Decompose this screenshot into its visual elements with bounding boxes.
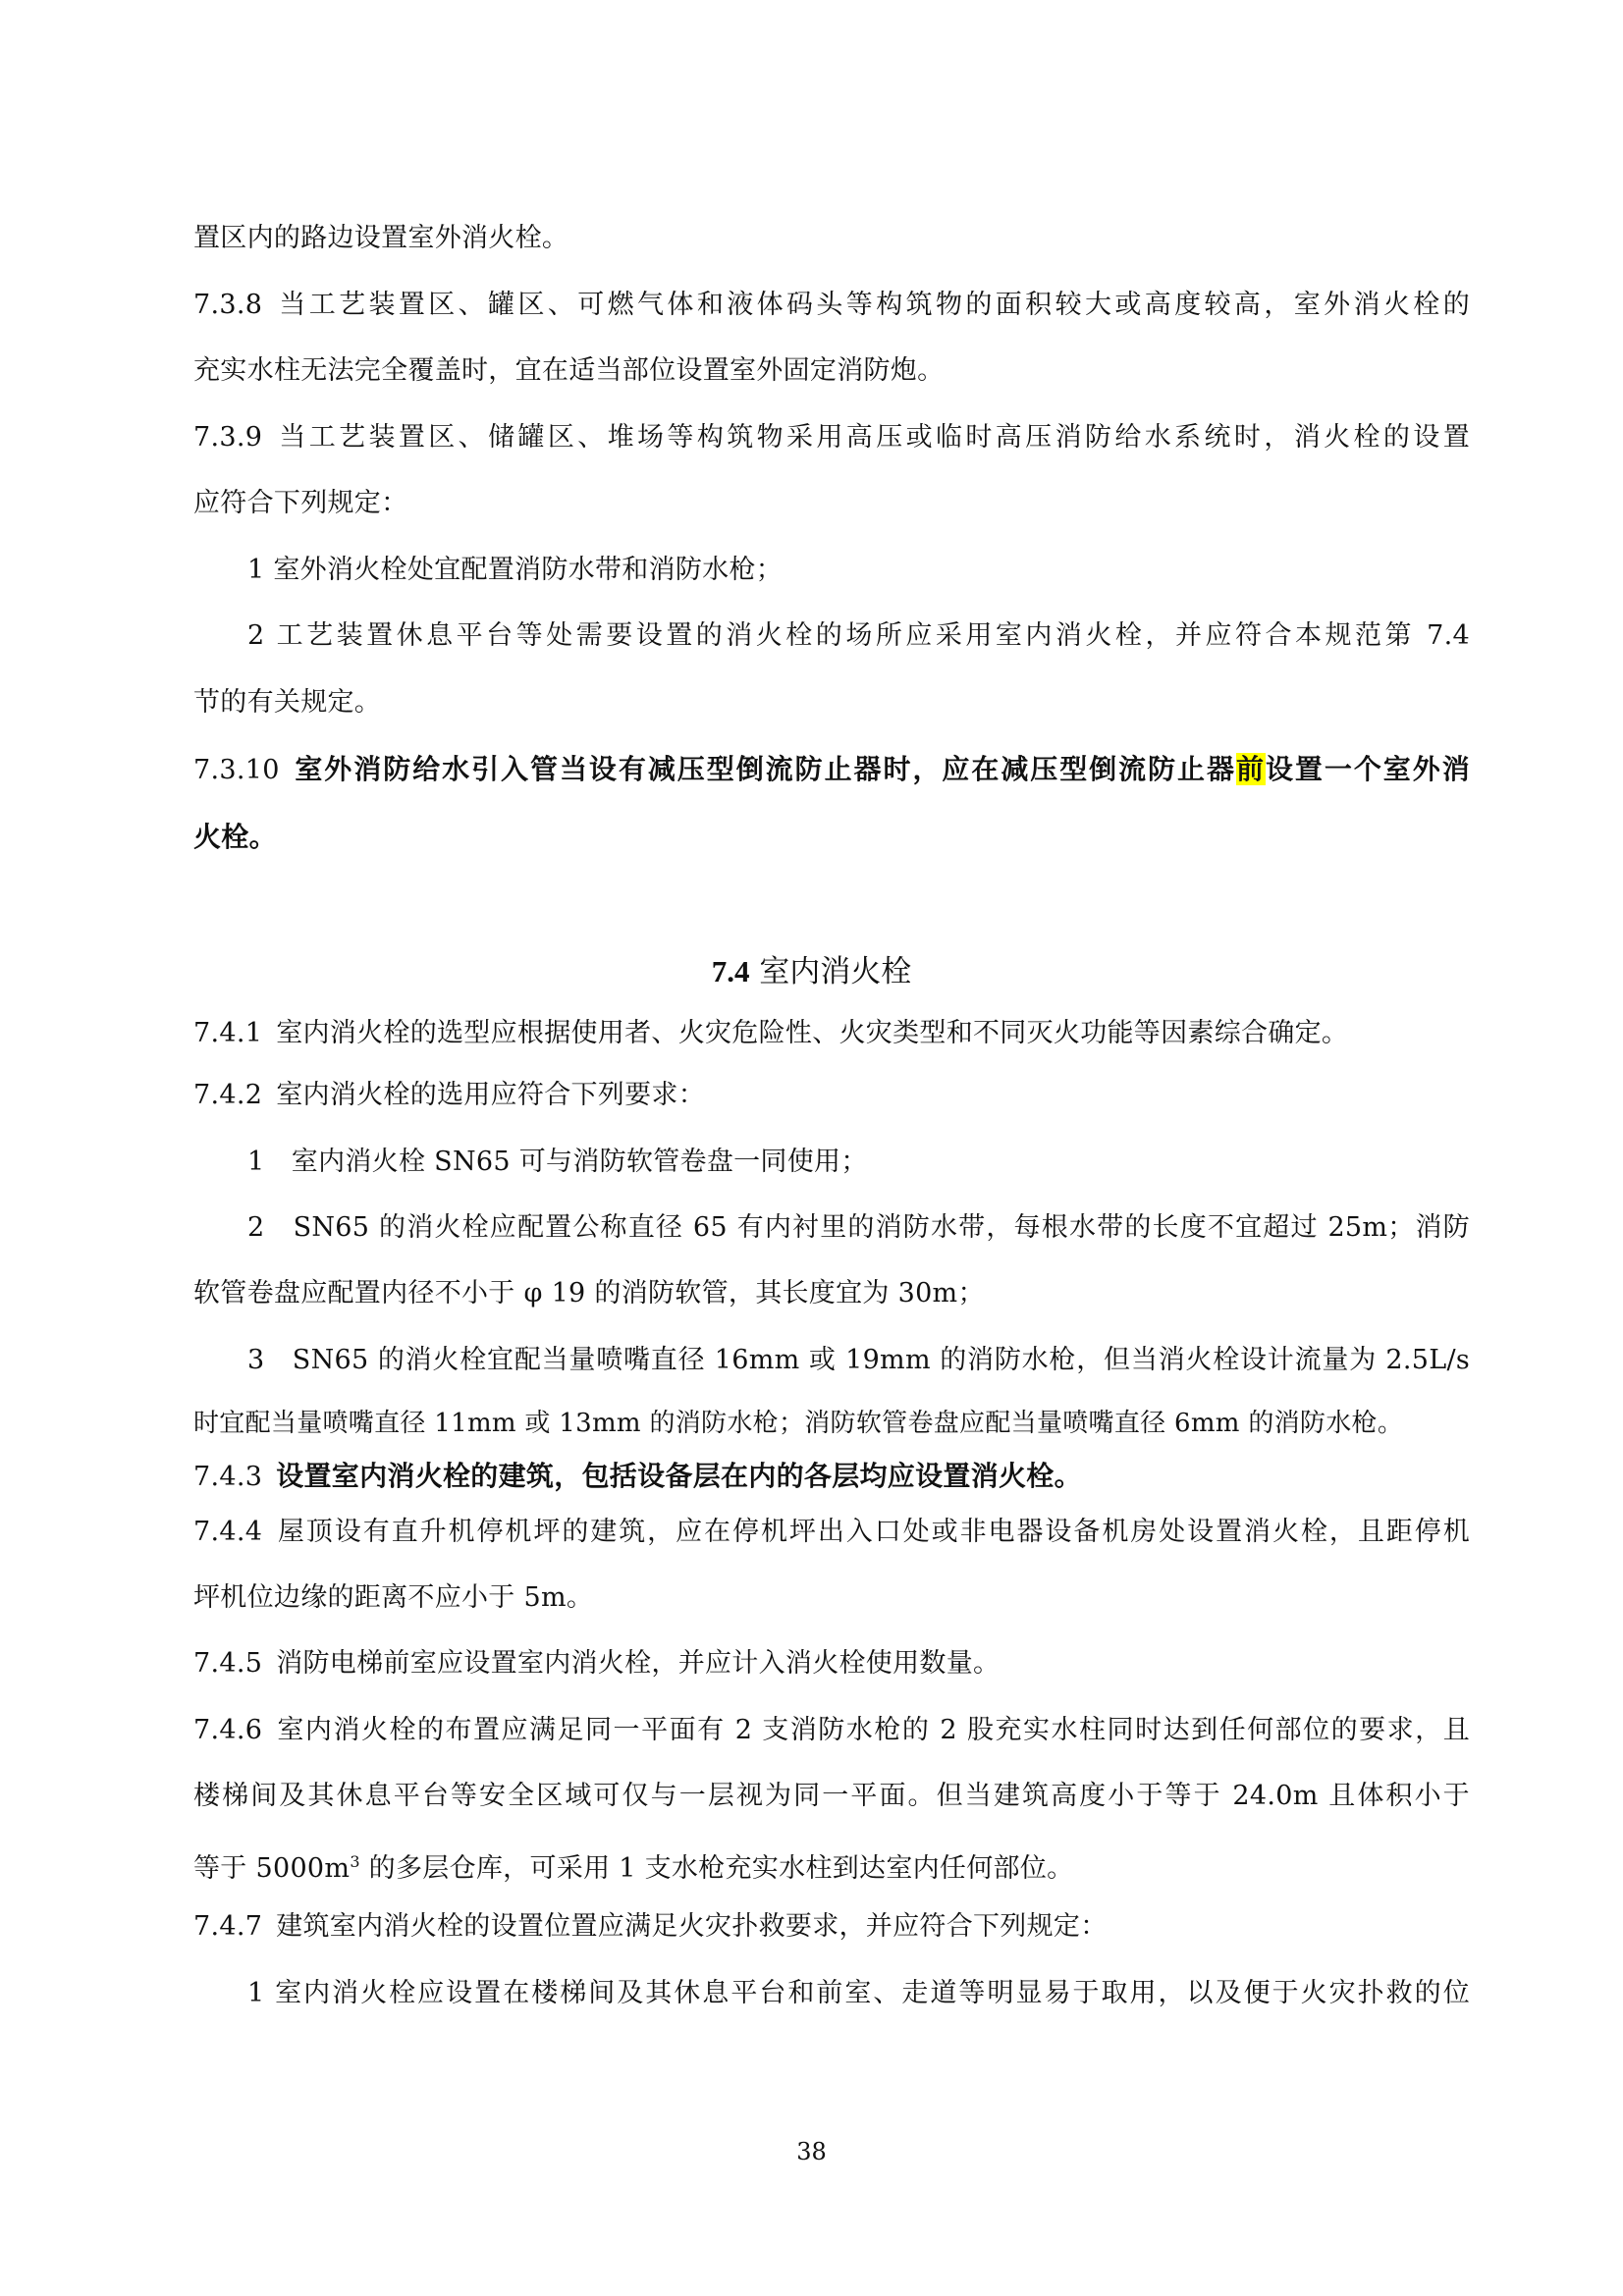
clause-number: 7.4.3 (193, 1462, 263, 1492)
clause-7-4-7 (193, 1909, 1470, 1945)
clause-text: 室内消火栓的布置应满足同一平面有 2 支消防水枪的 2 股充实水柱同时达到任何部位的要求，且 (276, 1715, 1470, 1745)
clause-number: 7.4.2 (193, 1080, 263, 1110)
paragraph-line (193, 1844, 1470, 1887)
list-item-text: 节的有关规定。 (193, 687, 382, 718)
clause-text: 屋顶设有直升机停机坪的建筑，应在停机坪出入口处或非电器设备机房处设置消火栓，且距停机 (276, 1517, 1470, 1547)
list-item-text: 软管卷盘应配置内径不小于 φ 19 的消防软管，其长度宜为 30m； (193, 1278, 985, 1308)
paragraph-line (193, 221, 1470, 256)
clause-text-bold: 设置一个室外消 (1265, 753, 1470, 785)
section-number: 7.4 (711, 954, 750, 988)
text-line: 置区内的路边设置室外消火栓。 (193, 223, 569, 253)
clause-text-bold: 火栓。 (193, 821, 277, 853)
clause-number: 7.4.4 (193, 1517, 263, 1547)
clause-number: 7.4.5 (193, 1648, 263, 1679)
section-heading (0, 952, 1623, 991)
clause-text-bold: 设置室内消火栓的建筑，包括设备层在内的各层均应设置消火栓。 (276, 1460, 1082, 1492)
clause-text: 建筑室内消火栓的设置位置应满足火灾扑救要求，并应符合下列规定： (276, 1911, 1108, 1942)
clause-number: 7.3.8 (193, 290, 263, 320)
clause-number: 7.4.6 (193, 1715, 263, 1745)
paragraph-line (193, 1779, 1470, 1814)
clause-7-4-2 (193, 1078, 1470, 1113)
clause-7-4-6 (193, 1713, 1470, 1748)
list-item (247, 1976, 1470, 2011)
list-item (247, 618, 1470, 654)
clause-text: 等于 5000m (193, 1853, 351, 1884)
clause-text: 室内消火栓的选型应根据使用者、火灾危险性、火灾类型和不同灭火功能等因素综合确定。 (276, 1018, 1349, 1048)
clause-text: 消防电梯前室应设置室内消火栓，并应计入消火栓使用数量。 (276, 1648, 1001, 1679)
clause-7-3-10 (193, 752, 1470, 788)
list-item-text: 1 室外消火栓处宜配置消防水带和消防水枪； (247, 555, 784, 585)
clause-number: 7.3.10 (193, 755, 280, 785)
clause-text: 楼梯间及其休息平台等安全区域可仅与一层视为同一平面。但当建筑高度小于等于 24.0m 且体积小于 (193, 1781, 1470, 1811)
clause-7-3-9 (193, 420, 1470, 455)
paragraph-line (193, 685, 1470, 721)
list-item-text: 2 工艺装置休息平台等处需要设置的消火栓的场所应采用室内消火栓，并应符合本规范第 7.4 (247, 620, 1470, 651)
clause-text: 坪机位边缘的距离不应小于 5m。 (193, 1582, 594, 1613)
clause-text: 的多层仓库，可采用 1 支水枪充实水柱到达室内任何部位。 (359, 1853, 1074, 1884)
list-item-text: 1 室内消火栓 SN65 可与消防软管卷盘一同使用； (247, 1147, 868, 1177)
list-item-text: 2 SN65 的消火栓应配置公称直径 65 有内衬里的消防水带，每根水带的长度不宜超过 25m；消防 (247, 1212, 1470, 1243)
paragraph-line (193, 1276, 1470, 1311)
clause-text: 室内消火栓的选用应符合下列要求： (276, 1080, 706, 1110)
highlighted-text: 前 (1235, 753, 1266, 785)
list-item (247, 1343, 1470, 1378)
list-item-text: 1 室内消火栓应设置在楼梯间及其休息平台和前室、走道等明显易于取用，以及便于火灾扑救的位 (247, 1978, 1470, 2008)
superscript: 3 (350, 1852, 360, 1871)
paragraph-line (193, 353, 1470, 389)
paragraph-line (193, 486, 1470, 521)
clause-7-3-8 (193, 288, 1470, 323)
list-item-text: 3 SN65 的消火栓宜配当量喷嘴直径 16mm 或 19mm 的消防水枪，但当消火栓设计流量为 2.5L/s (247, 1345, 1470, 1375)
clause-text: 应符合下列规定： (193, 488, 408, 518)
clause-7-4-4 (193, 1515, 1470, 1550)
paragraph-line (193, 1580, 1470, 1616)
clause-7-4-5 (193, 1646, 1470, 1682)
clause-text-bold: 室外消防给水引入管当设有减压型倒流防止器时，应在减压型倒流防止器 (293, 753, 1236, 785)
list-item-text: 时宜配当量喷嘴直径 11mm 或 13mm 的消防水枪；消防软管卷盘应配当量喷嘴直径 6mm 的消防水枪。 (193, 1409, 1404, 1438)
paragraph-line (193, 1406, 1470, 1441)
list-item (247, 553, 1470, 588)
paragraph-line (193, 820, 1470, 856)
list-item (247, 1145, 1470, 1180)
clause-text: 充实水柱无法完全覆盖时，宜在适当部位设置室外固定消防炮。 (193, 355, 945, 386)
clause-7-4-1 (193, 1016, 1470, 1051)
clause-7-4-3 (193, 1459, 1470, 1495)
clause-text: 当工艺装置区、储罐区、堆场等构筑物采用高压或临时高压消防给水系统时，消火栓的设置 (276, 422, 1470, 453)
clause-number: 7.4.1 (193, 1018, 263, 1048)
clause-number: 7.3.9 (193, 422, 263, 453)
clause-text: 当工艺装置区、罐区、可燃气体和液体码头等构筑物的面积较大或高度较高，室外消火栓的 (276, 290, 1470, 320)
page-number: 38 (796, 2138, 827, 2165)
list-item (247, 1210, 1470, 1246)
clause-number: 7.4.7 (193, 1911, 263, 1942)
section-title: 室内消火栓 (759, 954, 912, 989)
